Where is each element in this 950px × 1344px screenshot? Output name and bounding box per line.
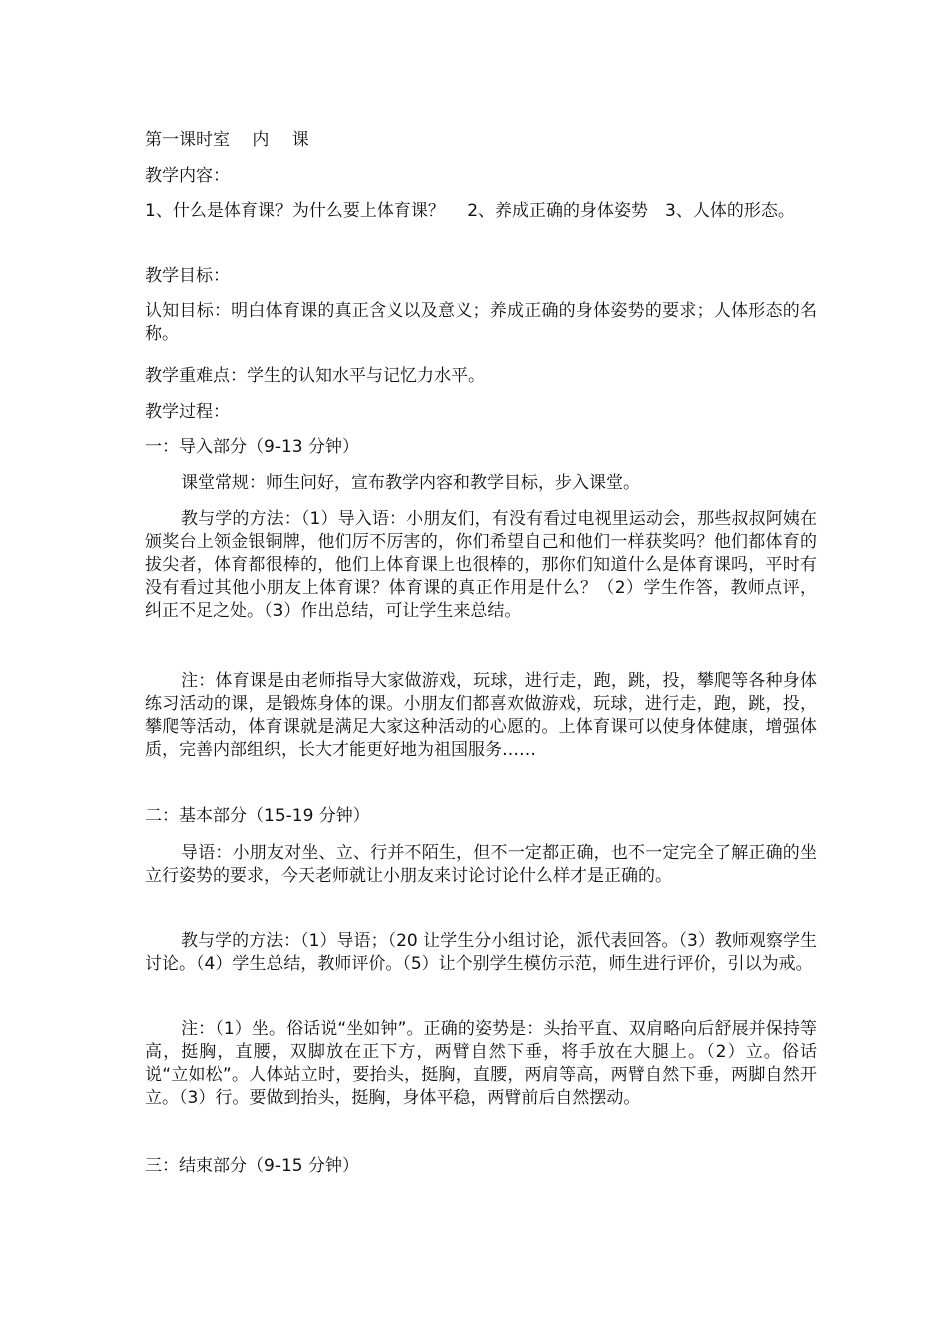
section1-heading: 一：导入部分（9-13 分钟）: [145, 437, 359, 457]
difficulty-text: 教学重难点：学生的认知水平与记忆力水平。: [145, 366, 485, 386]
section1-method: 教与学的方法：（1）导入语：小朋友们，有没有看过电视里运动会，那些叔叔阿姨在颁奖台上领金银铜牌，他们厉不厉害的，你们希望自己和他们一样获奖吗？他们都体育的拔尖者，体育都很棒的，他们上体育课上也很棒的，那你们知道什么是体育课吗，平时有没有看过其他小朋友上体育课？体育课的真正作用是什么？（2）学生作答，教师点评，纠正不足之处。（3）作出总结，可让学生来总结。: [145, 509, 817, 621]
section3-heading: 三：结束部分（9-15 分钟）: [145, 1156, 359, 1176]
content-heading: 教学内容：: [145, 166, 230, 186]
section2-note: 注：（1）坐。俗话说“坐如钟”。正确的姿势是：头抬平直、双肩略向后舒展并保持等高，挺胸，直腰，双脚放在正下方，两臂自然下垂，将手放在大腿上。（2）立。俗话说“立如松”。人体站立时，要抬头，挺胸，直腰，两肩等高，两臂自然下垂，两脚自然开立。（3）行。要做到抬头，挺胸，身体平稳，两臂前后自然摆动。: [145, 1019, 817, 1108]
process-heading: 教学过程：: [145, 402, 230, 422]
section1-note: 注：体育课是由老师指导大家做游戏，玩球，进行走，跑，跳，投，攀爬等各种身体练习活动的课，是锻炼身体的课。小朋友们都喜欢做游戏，玩球，进行走，跑，跳，投，攀爬等活动，体育课就是满足大家这种活动的心愿的。上体育课可以使身体健康，增强体质，完善内部组织，长大才能更好地为祖国服务……: [145, 671, 817, 760]
goals-heading: 教学目标：: [145, 266, 230, 286]
cognitive-goal: 认知目标：明白体育课的真正含义以及意义；养成正确的身体姿势的要求；人体形态的名称。: [145, 301, 817, 344]
section2-method: 教与学的方法：（1）导语；（20 让学生分小组讨论，派代表回答。（3）教师观察学生讨论。（4）学生总结，教师评价。（5）让个别学生模仿示范，师生进行评价，引以为戒。: [145, 931, 817, 974]
section1-routine: 课堂常规：师生问好，宣布教学内容和教学目标，步入课堂。: [181, 473, 640, 493]
lesson-title: 第一课时室 内 课: [145, 130, 309, 150]
section2-guide: 导语：小朋友对坐、立、行并不陌生，但不一定都正确，也不一定完全了解正确的坐立行姿势的要求，今天老师就让小朋友来讨论讨论什么样才是正确的。: [145, 843, 817, 886]
section2-heading: 二：基本部分（15-19 分钟）: [145, 806, 370, 826]
content-text: 1、什么是体育课？为什么要上体育课？ 2、养成正确的身体姿势 3、人体的形态。: [145, 201, 795, 221]
